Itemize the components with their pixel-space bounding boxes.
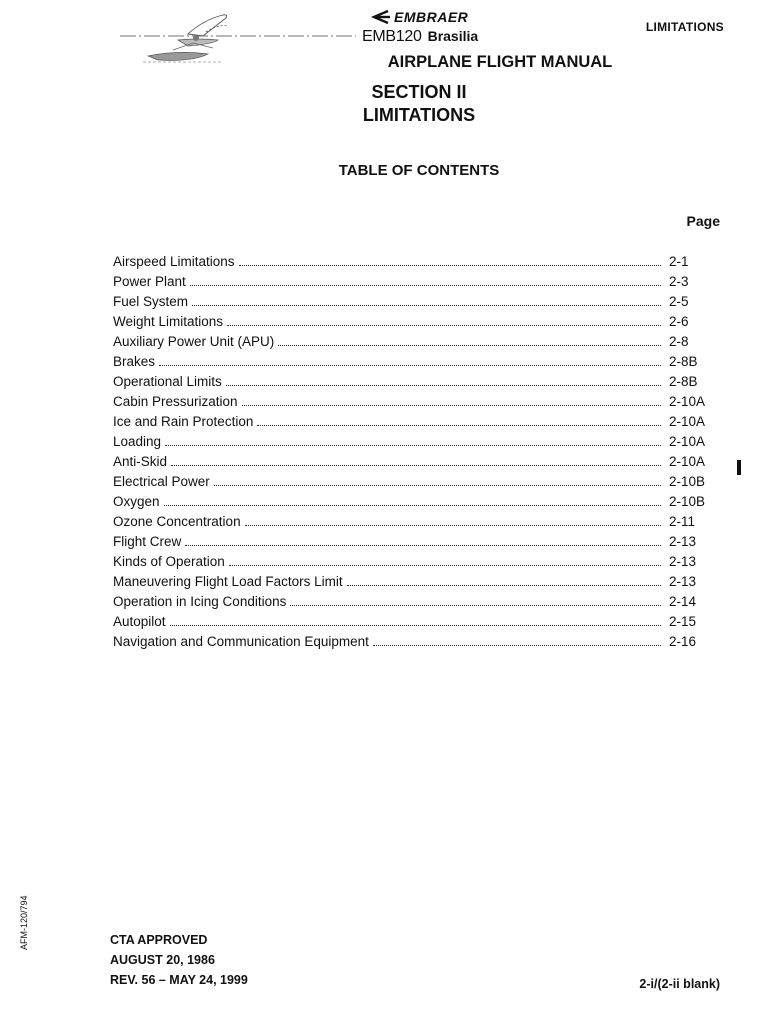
revision-text: REV. 56 – MAY 24, 1999 bbox=[110, 973, 248, 987]
toc-entry-label: Airspeed Limitations bbox=[113, 254, 235, 269]
dot-leader bbox=[190, 284, 661, 286]
toc-entry-page: 2-5 bbox=[669, 294, 689, 309]
toc-list bbox=[113, 252, 719, 652]
toc-entry-label: Maneuvering Flight Load Factors Limit bbox=[113, 574, 343, 589]
brand-header bbox=[368, 9, 468, 25]
toc-entry bbox=[113, 272, 719, 292]
toc-entry bbox=[113, 632, 719, 652]
dot-leader bbox=[239, 264, 661, 266]
toc-entry bbox=[113, 292, 719, 312]
toc-entry-label: Power Plant bbox=[113, 274, 186, 289]
model-line bbox=[362, 28, 478, 46]
toc-entry-label: Operation in Icing Conditions bbox=[113, 594, 287, 609]
dot-leader bbox=[214, 484, 661, 486]
toc-entry bbox=[113, 252, 719, 272]
dot-leader bbox=[171, 464, 661, 466]
toc-entry bbox=[113, 512, 719, 532]
toc-entry-page: 2-13 bbox=[669, 554, 697, 569]
dot-leader bbox=[227, 324, 661, 326]
toc-entry-page: 2-10A bbox=[669, 414, 706, 429]
toc-entry-page: 2-1 bbox=[669, 254, 689, 269]
page-number: 2-i/(2-ii blank) bbox=[639, 977, 720, 991]
approval-text: CTA APPROVED bbox=[110, 933, 208, 947]
model-name: Brasilia bbox=[427, 28, 479, 44]
toc-entry-label: Electrical Power bbox=[113, 474, 210, 489]
dot-leader bbox=[164, 504, 661, 506]
toc-entry-page: 2-13 bbox=[669, 574, 697, 589]
dot-leader bbox=[226, 384, 661, 386]
toc-entry-page: 2-10B bbox=[669, 474, 706, 489]
toc-entry-label: Autopilot bbox=[113, 614, 166, 629]
dot-leader bbox=[257, 424, 661, 426]
dot-leader bbox=[242, 404, 661, 406]
toc-entry-page: 2-15 bbox=[669, 614, 697, 629]
approval-block bbox=[110, 930, 248, 990]
dot-leader bbox=[185, 544, 661, 546]
dot-leader bbox=[165, 444, 661, 446]
toc-entry bbox=[113, 612, 719, 632]
toc-entry-page: 2-3 bbox=[669, 274, 689, 289]
toc-entry-label: Flight Crew bbox=[113, 534, 182, 549]
section-title bbox=[159, 81, 679, 127]
revision-change-bar bbox=[737, 460, 741, 475]
toc-entry-page: 2-8 bbox=[669, 334, 689, 349]
dot-leader bbox=[278, 344, 661, 346]
toc-entry-page: 2-11 bbox=[669, 514, 696, 529]
manual-title: AIRPLANE FLIGHT MANUAL bbox=[387, 53, 613, 71]
document-code: AFM-120/794 bbox=[19, 895, 29, 950]
dot-leader bbox=[229, 564, 661, 566]
section-name: LIMITATIONS bbox=[362, 105, 476, 125]
dot-leader bbox=[245, 524, 661, 526]
toc-entry bbox=[113, 392, 719, 412]
toc-entry-label: Oxygen bbox=[113, 494, 160, 509]
dot-leader bbox=[159, 364, 661, 366]
dot-leader bbox=[373, 644, 661, 646]
toc-entry-page: 2-10B bbox=[669, 494, 706, 509]
toc-entry-page: 2-6 bbox=[669, 314, 689, 329]
toc-entry-label: Operational Limits bbox=[113, 374, 222, 389]
toc-entry-label: Ice and Rain Protection bbox=[113, 414, 254, 429]
approval-date: AUGUST 20, 1986 bbox=[110, 953, 215, 967]
section-number: SECTION II bbox=[371, 82, 467, 102]
toc-entry bbox=[113, 432, 719, 452]
toc-entry-page: 2-13 bbox=[669, 534, 697, 549]
toc-title: TABLE OF CONTENTS bbox=[338, 162, 500, 179]
dot-leader bbox=[290, 604, 661, 606]
dot-leader bbox=[347, 584, 661, 586]
toc-entry-label: Brakes bbox=[113, 354, 156, 369]
toc-entry bbox=[113, 492, 719, 512]
toc-entry bbox=[113, 592, 719, 612]
toc-entry-page: 2-10A bbox=[669, 394, 706, 409]
toc-entry-label: Weight Limitations bbox=[113, 314, 224, 329]
toc-entry bbox=[113, 452, 719, 472]
toc-entry-label: Auxiliary Power Unit (APU) bbox=[113, 334, 275, 349]
toc-entry bbox=[113, 552, 719, 572]
toc-entry-page: 2-10A bbox=[669, 434, 706, 449]
model-code: EMB120 bbox=[362, 28, 422, 45]
toc-entry-page: 2-8B bbox=[669, 374, 698, 389]
toc-entry bbox=[113, 412, 719, 432]
embraer-arrow-icon bbox=[368, 9, 390, 25]
toc-entry-label: Anti-Skid bbox=[113, 454, 168, 469]
toc-entry-page: 2-14 bbox=[669, 594, 697, 609]
toc-entry-page: 2-8B bbox=[669, 354, 698, 369]
toc-entry-label: Ozone Concentration bbox=[113, 514, 241, 529]
toc-entry-label: Fuel System bbox=[113, 294, 189, 309]
brand-name: EMBRAER bbox=[394, 9, 469, 25]
toc-entry-label: Cabin Pressurization bbox=[113, 394, 238, 409]
toc-entry-label: Navigation and Communication Equipment bbox=[113, 634, 369, 649]
toc-entry-page: 2-10A bbox=[669, 454, 706, 469]
toc-entry bbox=[113, 312, 719, 332]
page-column-heading: Page bbox=[686, 213, 720, 229]
toc-entry-label: Kinds of Operation bbox=[113, 554, 225, 569]
toc-entry-page: 2-16 bbox=[669, 634, 697, 649]
toc-entry bbox=[113, 332, 719, 352]
toc-entry bbox=[113, 572, 719, 592]
toc-entry bbox=[113, 372, 719, 392]
toc-entry bbox=[113, 472, 719, 492]
header-section-label: LIMITATIONS bbox=[645, 20, 724, 34]
toc-entry-label: Loading bbox=[113, 434, 162, 449]
dot-leader bbox=[170, 624, 661, 626]
dot-leader bbox=[192, 304, 661, 306]
toc-entry bbox=[113, 532, 719, 552]
toc-entry bbox=[113, 352, 719, 372]
